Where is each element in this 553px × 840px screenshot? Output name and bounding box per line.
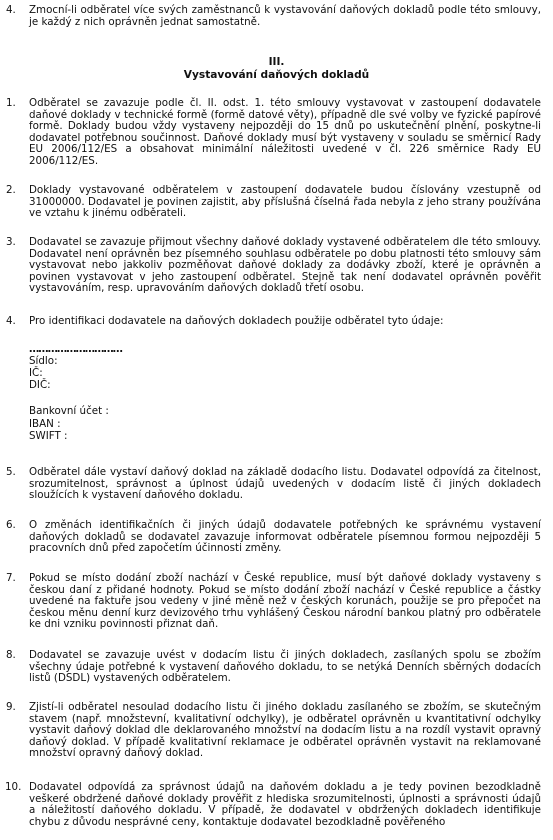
item-number: 1. [6,97,16,109]
supplier-name-placeholder: ………………………… [29,343,122,355]
bank-account-label: Bankovní účet : [29,405,109,417]
paragraph: Doklady vystavované odběratelem v zastoupení dodavatele budou číslovány vzestupně od 31000000. Dodavatel je povinen zajistit, aby příslušná číselná řada nebyla z jeho strany používána ve vztahu k jinému odběrateli. [29,184,541,220]
paragraph: Dodavatel odpovídá za správnost údajů na daňovém dokladu a je tedy povinen bezodkladně veškeré obdržené daňové doklady prověřit z hlediska srozumitelnosti, úplnosti a správnosti údajů a náležitostí daňového dokladu. V případě, že dodavatel v obdržených dokladech identifikuje chybu z důvodu nesprávné ceny, kontaktuje dodavatel bezodkladně pověřeného [29,781,541,828]
item-number: 10. [5,781,22,793]
item-number: 2. [6,184,16,196]
section-number: III. [268,56,285,68]
item-number: 5. [6,466,16,478]
paragraph: Pro identifikaci dodavatele na daňových dokladech použije odběratel tyto údaje: [29,315,444,327]
paragraph: Dodavatel se zavazuje uvést v dodacím listu či jiných dokladech, zasílaných spolu se zbožím všechny údaje potřebné k vystavení daňového dokladu, to se netýká Denních sběrných dodacích listů (DSDL) vystavených odběratelem. [29,649,541,685]
item-number: 4. [6,4,16,16]
dic-label: DIČ: [29,379,51,391]
item-number: 8. [6,649,16,661]
paragraph: Zjistí-li odběratel nesoulad dodacího listu či jiného dokladu zasílaného se zbožím, se skutečným stavem (např. množstevní, kvalitativní odchylky), je odběratel oprávněn u kvantitativní odchylky vystavit daňový doklad dle deklarovaného množství na dodacím listu a na rozdíl vystavit opravný daňový doklad. V případě kvalitativní reklamace je odběratel oprávněn vystavit na reklamované množství opravný daňový doklad. [29,701,541,760]
item-number: 6. [6,519,16,531]
paragraph: Odběratel dále vystaví daňový doklad na základě dodacího listu. Dodavatel odpovídá za čitelnost, srozumitelnost, správnost a úplnost údajů uvedených v dodacím listě či jiných dokladech sloužících k vystavení daňového dokladu. [29,466,541,502]
paragraph: Pokud se místo dodání zboží nachází v České republice, musí být daňové doklady vystaveny s českou daní z přidané hodnoty. Pokud se místo dodání zboží nachází v České republice a částky uvedené na faktuře jsou vedeny v jiné měně než v českých korunách, použije se pro přepočet na českou měnu denní kurz devizového trhu vyhlášený Českou národní bankou platný pro odběratele ke dni vzniku povinnosti přiznat daň. [29,572,541,631]
sidlo-label: Sídlo: [29,355,58,367]
item-number: 3. [6,236,16,248]
item-number: 7. [6,572,16,584]
paragraph: Zmocní-li odběratel více svých zaměstnanců k vystavování daňových dokladů podle této smlouvy, je každý z nich oprávněn jednat samostatně. [29,4,541,28]
paragraph: Odběratel se zavazuje podle čl. II. odst. 1. této smlouvy vystavovat v zastoupení dodavatele daňové doklady v technické formě (formě datové věty), případně dle své volby ve fyzické papírové formě. Doklady budou vždy vystaveny nejpozději do 15 dnů po uskutečnění plnění, poskytne-li dodavatel potřebnou součinnost. Daňové doklady musí být vystaveny v souladu se směrnicí Rady EU 2006/112/ES a obsahovat minimální náležitosti uvedené v čl. 226 směrnice Rady EU 2006/112/ES. [29,97,541,167]
item-number: 9. [6,701,16,713]
item-number: 4. [6,315,16,327]
swift-label: SWIFT : [29,430,68,442]
paragraph: O změnách identifikačních či jiných údajů dodavatele potřebných ke správnému vystavení daňových dokladů se dodavatel zavazuje informovat odběratele písemnou formou nejpozději 5 pracovních dnů před započetím účinnosti změny. [29,519,541,555]
ic-label: IČ: [29,367,43,379]
section-title: Vystavování daňových dokladů [183,69,370,81]
paragraph: Dodavatel se zavazuje přijmout všechny daňové doklady vystavené odběratelem dle této smlouvy. Dodavatel není oprávněn bez písemného souhlasu odběratele po dobu platnosti této smlouvy sám vystavovat nebo jakkoliv pozměňovat daňové doklady za dodávky zboží, které je oprávněn a povinen vystavovat v jeho zastoupení odběratel. Stejně tak není dodavatel oprávněn pověřit vystavováním, resp. upravováním daňových dokladů třetí osobu. [29,236,541,295]
iban-label: IBAN : [29,418,61,430]
